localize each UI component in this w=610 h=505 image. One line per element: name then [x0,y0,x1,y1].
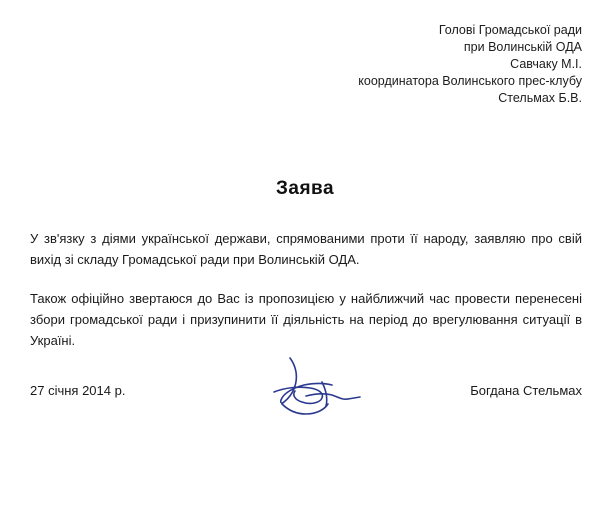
document-footer [30,383,582,398]
document-paragraph-1 [30,228,582,270]
addressee-line-1: Голові Громадської ради [438,23,582,37]
addressee-line-2: при Волинській ОДА [463,40,582,54]
addressee-line-4: координатора Волинського прес-клубу [358,74,582,88]
paragraph-1-text: У зв'язку з діями української держави, спрямованими проти її народу, заявляю про свій вихід зі складу Громадської ради при Волинській ОДА. [30,231,582,267]
signer-name: Богдана Стельмах [470,383,582,398]
document-title: Заява [275,178,335,199]
addressee-line-3: Савчаку М.І. [510,57,582,71]
document-paragraph-2 [30,288,582,351]
paragraph-2-text: Також офіційно звертаюся до Вас із пропозицією у найближчий час провести перенесені збори громадської ради і призупинити її діяльність на період до врегулювання ситуації в Україні. [30,291,582,348]
addressee-line-5: Стельмах Б.В. [498,91,582,105]
document-date: 27 січня 2014 р. [30,383,126,398]
addressee-block [358,22,582,107]
